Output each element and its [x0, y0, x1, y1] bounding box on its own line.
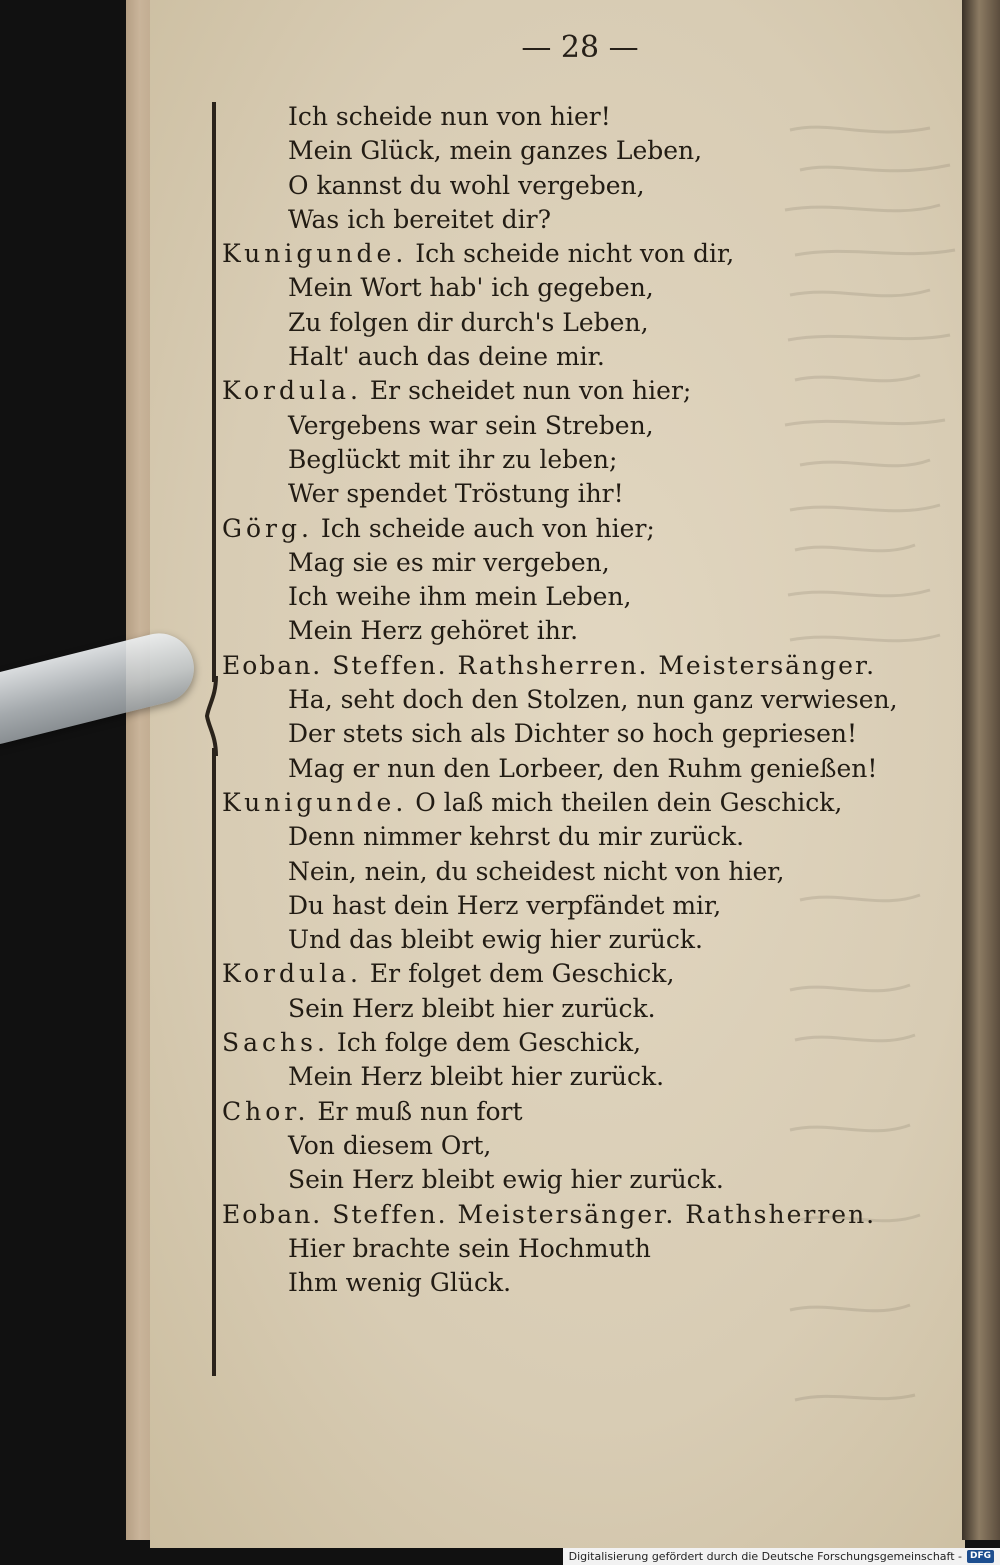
dfg-logo-icon: DFG — [967, 1550, 994, 1563]
line-text: Er muß nun fort — [317, 1096, 523, 1126]
verse-line — [222, 923, 942, 957]
line-text: Hier brachte sein Hochmuth — [288, 1233, 651, 1263]
line-text: Ha, seht doch den Stolzen, nun ganz verwiesen, — [288, 685, 898, 715]
speaker-name: Eoban. Steffen. Meistersänger. Rathsherren. — [222, 1199, 877, 1229]
verse-line — [222, 786, 942, 820]
line-text: Sein Herz bleibt hier zurück. — [288, 993, 656, 1023]
speaker-name: Kordula. — [222, 376, 362, 406]
verse-line — [222, 477, 942, 511]
line-text: Ich scheide nicht von dir, — [415, 239, 735, 269]
speaker-name: Chor. — [222, 1096, 310, 1126]
verse-line — [222, 340, 942, 374]
verse-line — [222, 134, 942, 168]
line-text: Ich scheide nun von hier! — [288, 102, 611, 131]
line-text: Der stets sich als Dichter so hoch gepriesen! — [288, 719, 858, 749]
line-text: Halt' auch das deine mir. — [288, 342, 605, 372]
speaker-name: Kunigunde. — [222, 239, 408, 269]
page-edge-right — [962, 0, 1000, 1540]
verse-line — [222, 443, 942, 477]
line-text: Ihm wenig Glück. — [288, 1268, 512, 1298]
line-text: Ich scheide auch von hier; — [320, 513, 655, 543]
verse-line — [222, 889, 942, 923]
line-text: O kannst du wohl vergeben, — [288, 170, 645, 200]
verse-line — [222, 1198, 942, 1232]
line-text: Wer spendet Tröstung ihr! — [288, 479, 624, 509]
line-text: Nein, nein, du scheidest nicht von hier, — [288, 856, 785, 886]
verse-line — [222, 614, 942, 648]
verse-line — [222, 203, 942, 237]
verse-line — [222, 820, 942, 854]
line-text: Mag er nun den Lorbeer, den Ruhm genießen! — [288, 753, 878, 783]
speaker-name: Eoban. Steffen. Rathsherren. Meistersänger. — [222, 650, 877, 680]
verse-line — [222, 169, 942, 203]
verse-line — [222, 717, 942, 751]
line-text: Mein Herz gehöret ihr. — [288, 616, 579, 646]
verse-line — [222, 512, 942, 546]
verse-line — [222, 1266, 942, 1300]
verse-line — [222, 580, 942, 614]
verse-line — [222, 752, 942, 786]
verse-line — [222, 1060, 942, 1094]
line-text: Beglückt mit ihr zu leben; — [288, 444, 618, 474]
verse-line — [222, 1163, 942, 1197]
speaker-name: Kunigunde. — [222, 787, 408, 817]
speaker-name: Kordula. — [222, 959, 362, 989]
verse-line — [222, 1026, 942, 1060]
footer-text: Digitalisierung gefördert durch die Deutsche Forschungsgemeinschaft - — [568, 1550, 962, 1563]
line-text: Mein Wort hab' ich gegeben, — [288, 273, 654, 303]
line-text: O laß mich theilen dein Geschick, — [415, 787, 843, 817]
digitization-footer — [563, 1548, 1000, 1565]
line-text: Was ich bereitet dir? — [288, 204, 551, 234]
verse-line — [222, 1232, 942, 1266]
line-text: Ich folge dem Geschick, — [336, 1028, 642, 1058]
bracket-lower — [212, 748, 216, 1376]
verse-line — [222, 957, 942, 991]
verse-line — [222, 1129, 942, 1163]
verse-line — [222, 237, 942, 271]
line-text: Mein Glück, mein ganzes Leben, — [288, 136, 703, 166]
verse-line — [222, 1095, 942, 1129]
line-text: Sein Herz bleibt ewig hier zurück. — [288, 1165, 724, 1195]
verse-line — [222, 855, 942, 889]
page-number: — 28 — — [521, 30, 639, 65]
line-text: Er scheidet nun von hier; — [369, 376, 692, 406]
verse-line — [222, 546, 942, 580]
verse-line — [222, 683, 942, 717]
line-text: Denn nimmer kehrst du mir zurück. — [288, 822, 745, 852]
bracket-upper — [212, 102, 216, 682]
speaker-name: Görg. — [222, 513, 313, 543]
line-text: Du hast dein Herz verpfändet mir, — [288, 890, 722, 920]
verse-line — [222, 100, 942, 134]
line-text: Von diesem Ort, — [288, 1130, 492, 1160]
verse-line — [222, 374, 942, 408]
verse-line — [222, 306, 942, 340]
verse-line — [222, 271, 942, 305]
line-text: Vergebens war sein Streben, — [288, 410, 654, 440]
line-text: Er folget dem Geschick, — [369, 959, 675, 989]
line-text: Mein Herz bleibt hier zurück. — [288, 1062, 665, 1092]
line-text: Ich weihe ihm mein Leben, — [288, 582, 632, 612]
line-text: Mag sie es mir vergeben, — [288, 547, 610, 577]
line-text: Zu folgen dir durch's Leben, — [288, 307, 649, 337]
line-text: Und das bleibt ewig hier zurück. — [288, 925, 703, 955]
verse-line — [222, 409, 942, 443]
verse-line — [222, 992, 942, 1026]
verse-line — [222, 649, 942, 683]
verse-block — [222, 100, 942, 1300]
speaker-name: Sachs. — [222, 1028, 329, 1058]
